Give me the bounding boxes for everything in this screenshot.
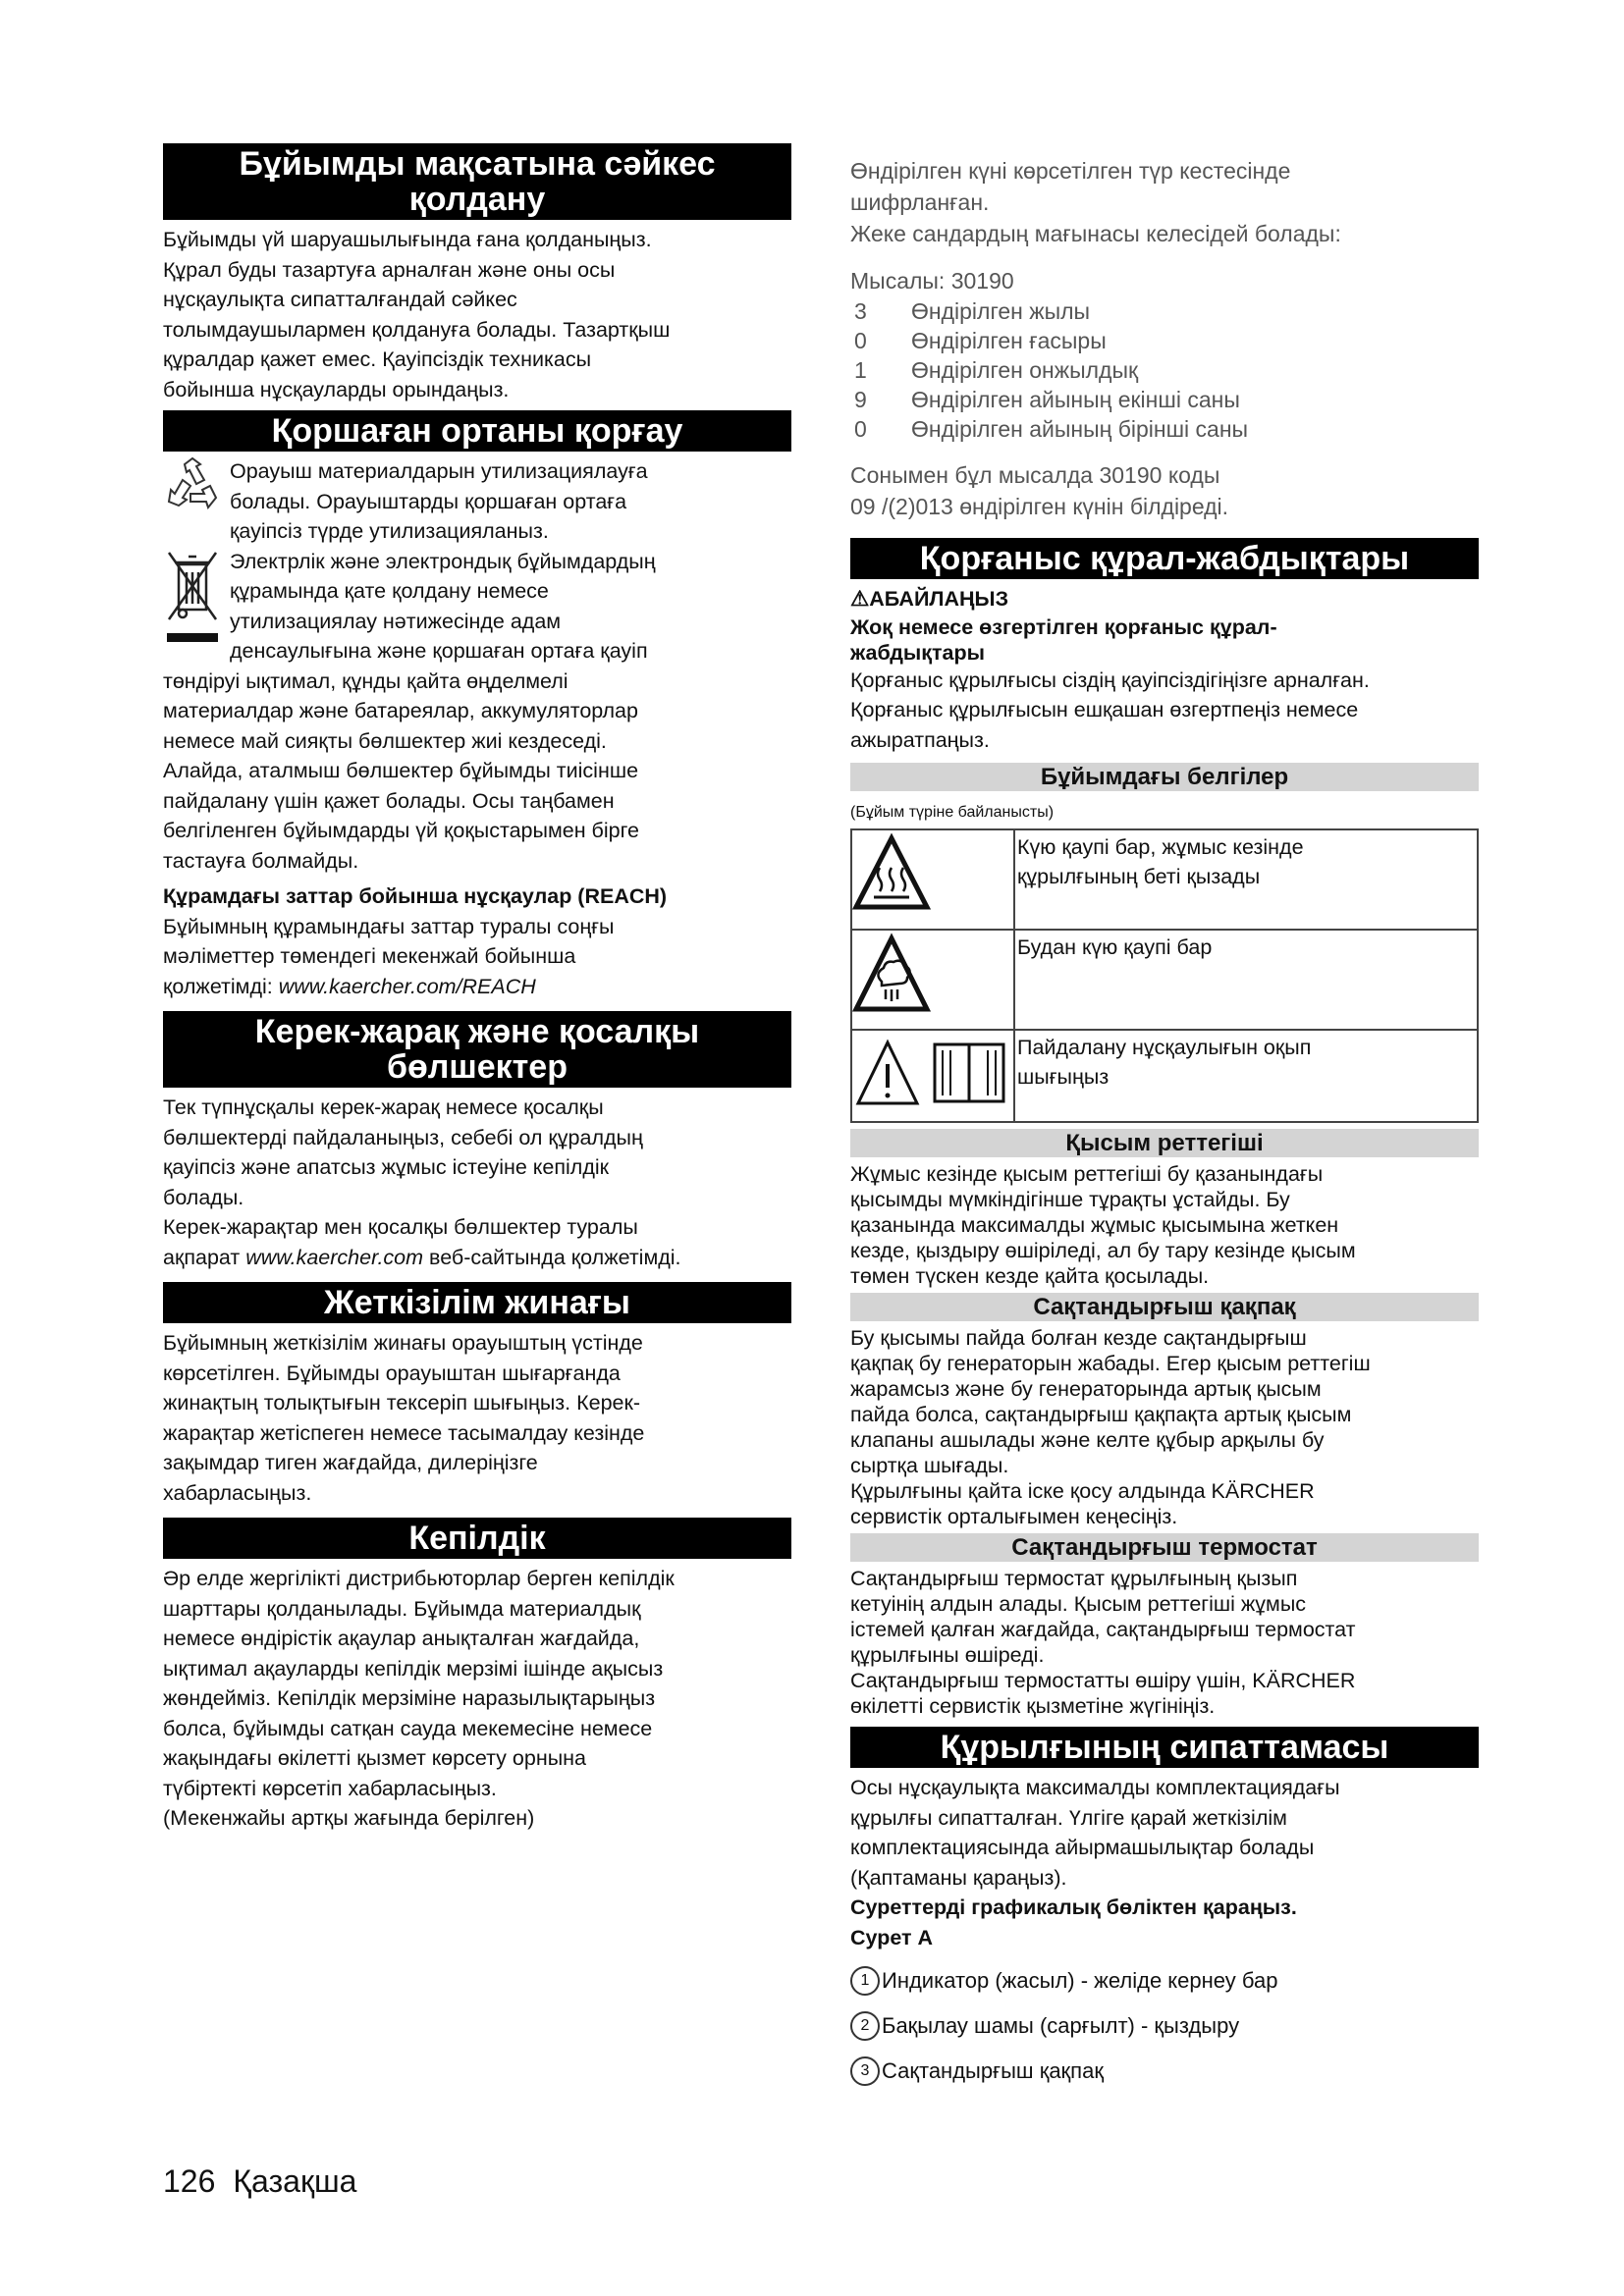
pressure-regulator-text: Жұмыс кезінде қысым реттегіші бу қазанындағы қысымды мүмкіндігінше тұрақты ұстайды. Бу қазанында максималды жұмыс қысымына жеткен кезде, қыздыру өшіріледі, ал бу тару кезінде қысым төмен түскен кезде қайта қосылады. xyxy=(850,1162,1356,1288)
crossed-bin-icon xyxy=(163,547,230,667)
list-item: 0 Өндірілген ғасыры xyxy=(854,328,1107,353)
weee-text: төндіруі ықтимал, құнды қайта өңделмелі материалдар және батареялар, аккумуляторлар немесе май сияқты бөлшектер жиі кездеседі. Алайда, аталмыш бөлшектер бұйымды тиісінше пайдалану үшін қажет болады. Осы таңбамен белгіленген бұйымдарды үй қоқыстарымен бірге тастауға болмайды. xyxy=(163,668,639,873)
table-row: Будан күю қаупі бар xyxy=(851,930,1478,1030)
callout-number: 1 xyxy=(850,1966,880,1996)
hot-surface-icon xyxy=(852,830,1009,921)
component-list xyxy=(850,1966,1479,2086)
pressure-regulator-heading: Қысым реттегіші xyxy=(850,1129,1479,1157)
symbols-heading: Бұйымдағы белгілер xyxy=(850,763,1479,791)
warranty-text: Әр елде жергілікті дистрибьюторлар берген кепілдік шарттары қолданылады. Бұйымда материалдық немесе өндірістік ақаулар анықталған жағдайда, ықтимал ақауларды кепілдік мерзімі ішінде ақысыз жөндейміз. Кепілдік мерзіміне наразылықтарыңыз болса, бұйымды сатқан сауда мекемесіне немесе жақындағы өкілетті қызмет көрсету орнына түбіртекті көрсетіп хабарласыңыз. (Мекенжайы артқы жағында берілген) xyxy=(163,1567,675,1830)
callout-number: 2 xyxy=(850,2011,880,2041)
device-description-text: Осы нұсқаулықта максималды комплектациядағы құрылғы сипатталған. Үлгіге қарай жеткізілім комплектациясында айырмашылықтар болады (Қаптаманы қараңыз). xyxy=(850,1776,1340,1890)
symbols-note: (Бұйым түріне байланысты) xyxy=(850,804,1055,821)
list-item: 1 Индикатор (жасыл) - желіде кернеу бар xyxy=(850,1966,1479,1996)
safety-thermostat-text: Сақтандырғыш термостат құрылғының қызып кетуінің алдын алады. Қысым реттегіші жұмыс істемей қалған жағдайда, сақтандырғыш термостат құрылғыны өшіреді. Сақтандырғыш термостатты өшіру үшін, KÄRCHER өкілетті сервистік қызметіне жүгініңіз. xyxy=(850,1567,1356,1718)
warning-label: ⚠АБАЙЛАҢЫЗ xyxy=(850,587,1009,611)
list-item: 3 Сақтандырғыш қақпақ xyxy=(850,2056,1479,2086)
steam-hazard-icon xyxy=(852,931,1009,1021)
list-item: 2 Бақылау шамы (сарғылт) - қыздыру xyxy=(850,2011,1479,2041)
reach-text: Бұйымның құрамындағы заттар туралы соңғы мәліметтер төмендегі мекенжай бойынша қолжетімді: www.kaercher.com/REACH xyxy=(163,914,615,998)
production-date-example: Мысалы: 30190 xyxy=(850,268,1014,294)
device-description-heading: Құрылғының сипаттамасы xyxy=(850,1727,1479,1768)
safety-cap-text: Бу қысымы пайда болған кезде сақтандырғыш қақпақ бу генераторын жабады. Егер қысым реттегіш жарамсыз және бу генераторында артық қысым пайда болса, сақтандырғыш қақпақта артық қысым клапаны ашылады және келте құбыр арқылы бу сыртқа шығады. Құрылғыны қайта іске қосу алдында KÄRCHER сервистік орталығымен кеңесіңіз. xyxy=(850,1326,1371,1528)
figure-reference: Суреттерді графикалық бөліктен қараңыз. xyxy=(850,1896,1297,1919)
digit-list xyxy=(850,296,1479,444)
page-footer xyxy=(163,2163,374,2200)
footer-language: Қазақша xyxy=(233,2163,357,2199)
list-item: 1 Өндірілген онжылдық xyxy=(854,357,1139,383)
accessories-heading: Керек-жарақ және қосалқы бөлшектер xyxy=(163,1011,791,1088)
recycle-icon xyxy=(163,456,230,547)
figure-label: Сурет A xyxy=(850,1925,934,1949)
symbols-table xyxy=(850,828,1479,1123)
reach-link[interactable]: www.kaercher.com/REACH xyxy=(278,974,536,998)
page-number: 126 xyxy=(163,2163,216,2199)
intended-use-heading: Бұйымды мақсатына сәйкес қолдану xyxy=(163,143,791,220)
production-date-conclusion: Сонымен бұл мысалда 30190 коды 09 /(2)013 өндірілген күнін білдіреді. xyxy=(850,462,1229,519)
list-item: 0 Өндірілген айының бірінші саны xyxy=(854,416,1249,442)
accessories-text: Тек түпнұсқалы керек-жарақ немесе қосалқы бөлшектерді пайдаланыңыз, себебі ол құралдың қауіпсіз және апатсыз жұмыс істеуіне кепілдік болады. Керек-жарақтар мен қосалқы бөлшектер туралы ақпарат www.kaercher.com веб-сайтында қолжетімді. xyxy=(163,1095,681,1269)
read-manual-icon xyxy=(852,1031,1009,1113)
list-item: 3 Өндірілген жылы xyxy=(854,298,1091,324)
list-item: 9 Өндірілген айының екінші саны xyxy=(854,387,1240,412)
table-row: Пайдалану нұсқаулығын оқып шығыңыз xyxy=(851,1030,1478,1122)
weee-block: Электрлік және электрондық бұйымдардың құрамында қате қолдану немесе утилизациялау нәтижесінде адам денсаулығына және қоршаған ортаға қауіп xyxy=(163,547,791,667)
kaercher-link[interactable]: www.kaercher.com xyxy=(245,1245,424,1269)
protective-text: Қорғаныс құрылғысы сіздің қауіпсіздігіңізге арналған. Қорғаныс құрылғысын ешқашан өзгертпеңіз немесе ажыратпаңыз. xyxy=(850,667,1370,752)
production-date-text: Өндірілген күні көрсетілген түр кестесінде шифрланған. Жеке сандардың мағынасы келесідей болады: Мысалы: 30190 xyxy=(850,155,1479,296)
reach-title: Құрамдағы заттар бойынша нұсқаулар (REACH) xyxy=(163,884,668,908)
safety-cap-heading: Сақтандырғыш қақпақ xyxy=(850,1293,1479,1321)
intended-use-text: Бұйымды үй шаруашылығында ғана қолданыңыз. Құрал буды тазартуға арналған және оны осы нұсқаулықта сипатталғандай сәйкес толымдаушылармен қолдануға болады. Тазартқыш құралдар қажет емес. Қауіпсіздік техникасы бойынша нұсқауларды орындаңыз. xyxy=(163,228,671,401)
recycle-block: Орауыш материалдарын утилизациялауға болады. Орауыштарды қоршаған ортаға қауіпсіз түрде утилизацияланыз. xyxy=(163,456,791,547)
environment-heading: Қоршаған ортаны қорғау xyxy=(163,410,791,452)
left-column xyxy=(163,143,791,1834)
table-row: Күю қаупі бар, жұмыс кезінде құрылғының беті қызады xyxy=(851,829,1478,930)
protective-devices-heading: Қорғаныс құрал-жабдықтары xyxy=(850,538,1479,579)
warranty-heading: Кепілдік xyxy=(163,1518,791,1559)
right-column: Өндірілген күні көрсетілген түр кестесінде шифрланған. Жеке сандардың мағынасы келесідей болады: Мысалы: 30190 3 Өндірілген жылы 0 Өндірілген ғасыры 1 Өндірілген онжылдық 9 Өндірілген айының екінші саны 0 Өндірілген айының бірінші саны Сонымен бұл мысалда 30190 коды 09 /(2)013 өндірілген күнін білдіреді. Қорғаныс құрал-жабдықтары ⚠АБАЙЛАҢЫЗ Жоқ немесе өзгертілген қорғаныс құрал- жабдықтары Қорғаныс құрылғысы сіздің қауіпсіздігіңізге арналған. Қорғаныс құрылғысын ешқашан өзгертпеңіз немесе ажыратпаңыз. Бұйымдағы белгілер (Бұйым түріне байланысты) Күю қаупі бар, жұмыс кезінде құрылғының беті қызады Будан күю қаупі бар Пайдалану нұсқаулығын оқып шығыңыз Қысым реттегіші Жұмыс кезінде қысым реттегіші бу қазанындағы қысымды мүмкіндігінше тұрақты ұстайды. Бу қазанында максималды жұмыс қысымына жеткен кезде, қыздыру өшіріледі, ал бу тару кезінде қысым төмен түскен кезде қайта қосылады. Сақтандырғыш қақпақ Бу қысымы пайда болған кезде сақтандырғыш қақпақ бу генераторын жабады. Егер қысым реттегіш жарамсыз және бу генераторында артық қысым пайда болса, сақтандырғыш қақпақта артық қысым клапаны ашылады және келте құбыр арқылы бу сыртқа шығады. Құрылғыны қайта іске қосу алдында KÄRCHER сервистік орталығымен кеңесіңіз. Сақтандырғыш термостат Сақтандырғыш термостат құрылғының қызып кетуінің алдын алады. Қысым реттегіші жұмыс істемей қалған жағдайда, сақтандырғыш термостат құрылғыны өшіреді. Сақтандырғыш термостатты өшіру үшін, KÄRCHER өкілетті сервистік қызметіне жүгініңіз. Құрылғының сипаттамасы Осы нұсқаулықта максималды комплектациядағы құрылғы сипатталған. Үлгіге қарай жеткізілім комплектациясында айырмашылықтар болады (Қаптаманы қараңыз). Суреттерді графикалық бөліктен қараңыз. Сурет A 1 Индикатор (жасыл) - желіде кернеу бар 2 Бақылау шамы (сарғылт) - қыздыру 3 Сақтандырғыш қақпақ xyxy=(850,155,1479,2102)
callout-number: 3 xyxy=(850,2056,880,2086)
safety-thermostat-heading: Сақтандырғыш термостат xyxy=(850,1533,1479,1562)
scope-of-delivery-heading: Жеткізілім жинағы xyxy=(163,1282,791,1323)
scope-text: Бұйымның жеткізілім жинағы орауыштың үстінде көрсетілген. Бұйымды орауыштан шығарғанда жинақтың толықтығын тексеріп шығыңыз. Керек- жарақтар жетіспеген немесе тасымалдау кезінде зақымдар тиген жағдайда, дилеріңізге хабарласыңыз. xyxy=(163,1331,645,1505)
